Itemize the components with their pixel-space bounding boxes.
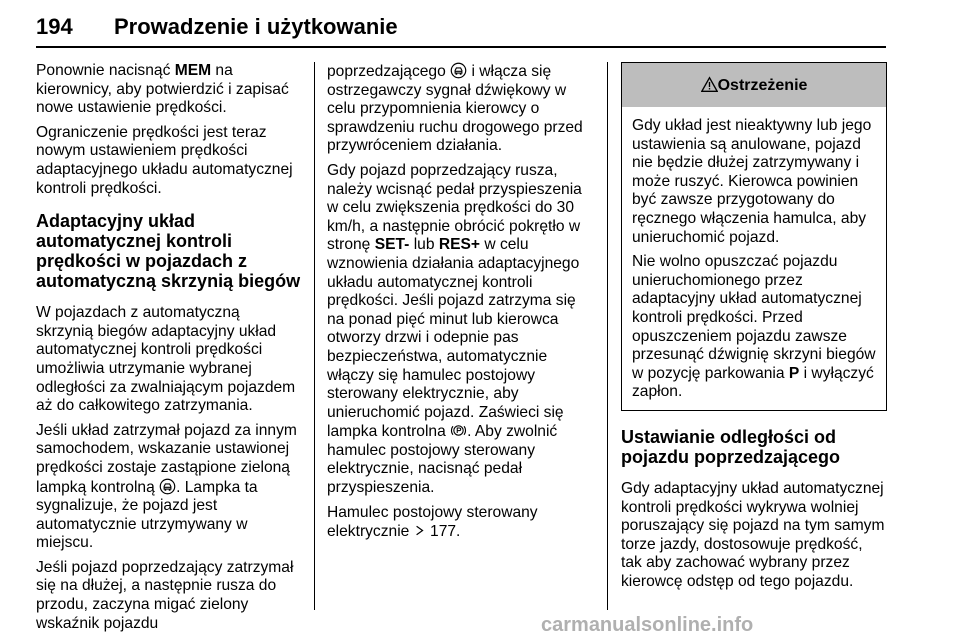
vehicle-ahead-icon — [450, 62, 467, 79]
paragraph: W pojazdach z automatyczną skrzynią biegów adaptacyjny układ automatycznej kontroli prędkości umożliwia utrzymanie wybranej odległości za zwalniającym pojazdem aż do całkowitego zatrzymania. — [36, 304, 296, 415]
section-heading: Ustawianie odległości od pojazdu poprzedzającego — [621, 426, 841, 467]
key-p: P — [788, 364, 800, 382]
paragraph: Ograniczenie prędkości jest teraz nowym ustawieniem prędkości adaptacyjnego układu automatycznej kontroli prędkości. — [36, 123, 293, 197]
column-middle — [327, 62, 594, 548]
key-mem: MEM — [174, 62, 212, 79]
paragraph: Ponownie nacisnąć MEM na kierownicy, aby potwierdzić i zapisać nowe ustawienie prędkości. — [36, 62, 289, 117]
paragraph: Jeśli pojazd poprzedzający zatrzymał się na dłużej, a następnie rusza do przodu, zaczyna migać zielony wskaźnik pojazdu — [36, 558, 294, 632]
paragraph: Nie wolno opuszczać pojazdu unieruchomionego przez adaptacyjny układ automatycznej kontroli prędkości. Przed opuszczeniem pojazdu zawsze przesunąć dźwignię skrzyni biegów w pozycję parkowania P i wyłączyć zapłon. — [632, 253, 876, 401]
key-res-plus: RES+ — [438, 236, 481, 254]
page-title: Prowadzenie i użytkowanie — [114, 14, 398, 39]
paragraph: Jeśli układ zatrzymał pojazd za innym samochodem, wskazanie ustawionej prędkości zostaje zastąpione zieloną lampką kontrolną . Lampka ta sygnalizuje, że pojazd jest automatycznie utrzymywany w miejscu. — [36, 421, 297, 552]
key-set-minus: SET- — [374, 236, 410, 254]
warning-body — [622, 107, 886, 410]
column-divider — [607, 62, 608, 610]
warning-box — [621, 62, 887, 411]
warning-title: Ostrzeżenie — [717, 77, 808, 94]
column-right — [621, 62, 887, 597]
section-heading: Adaptacyjny układ automatycznej kontroli prędkości w pojazdach z automatyczną skrzynią biegów — [36, 211, 301, 292]
page-header — [36, 10, 886, 48]
paragraph: Gdy układ jest nieaktywny lub jego ustawienia są anulowane, pojazd nie będzie dłużej zatrzymywany i może ruszyć. Kierowca powinien być zawsze przygotowany do ręcznego włączenia hamulca, aby unieruchomić pojazd. — [632, 117, 872, 246]
vehicle-ahead-icon — [159, 478, 176, 495]
page-number: 194 — [36, 14, 73, 39]
column-divider — [314, 62, 315, 610]
paragraph: Hamulec postojowy sterowany elektrycznie 177. — [327, 503, 538, 541]
warning-header — [622, 63, 886, 107]
page-reference[interactable]: 177. — [430, 523, 461, 541]
paragraph: Gdy adaptacyjny układ automatycznej kontroli prędkości wykrywa wolniej poruszający się pojazd na tym samym torze jazdy, dostosowuje prędkość, tak aby zachować wybrany przez kierowcę odstęp od tego pojazdu. — [621, 479, 885, 590]
paragraph: poprzedzającego i włącza się ostrzegawczy sygnał dźwiękowy w celu przypomnienia kierowcy o sprawdzeniu ruchu drogowego przed przywróceniem działania. — [327, 63, 583, 155]
watermark: carmanualsonline.info — [541, 614, 754, 636]
warning-triangle-icon — [701, 76, 718, 93]
paragraph: Gdy pojazd poprzedzający rusza, należy wcisnąć pedał przyspieszenia w celu zwiększenia prędkości do 30 km/h, a następnie obrócić pokrętło w stronę SET- lub RES+ w celu wznowienia działania adaptacyjnego układu automatycznej kontroli prędkości. Jeśli pojazd zatrzyma się na ponad pięć minut lub kierowca otworzy drzwi i odepnie pas bezpieczeństwa, automatycznie włączy się hamulec postojowy sterowany elektrycznie, aby unieruchomić pojazd. Zaświeci się lampka kontrolna . Aby zwolnić hamulec postojowy sterowany elektrycznie, nacisnąć pedał przyspieszenia. — [327, 161, 582, 497]
column-left — [36, 62, 301, 639]
parking-brake-icon — [450, 422, 467, 439]
page-reference-arrow-icon — [414, 522, 426, 539]
